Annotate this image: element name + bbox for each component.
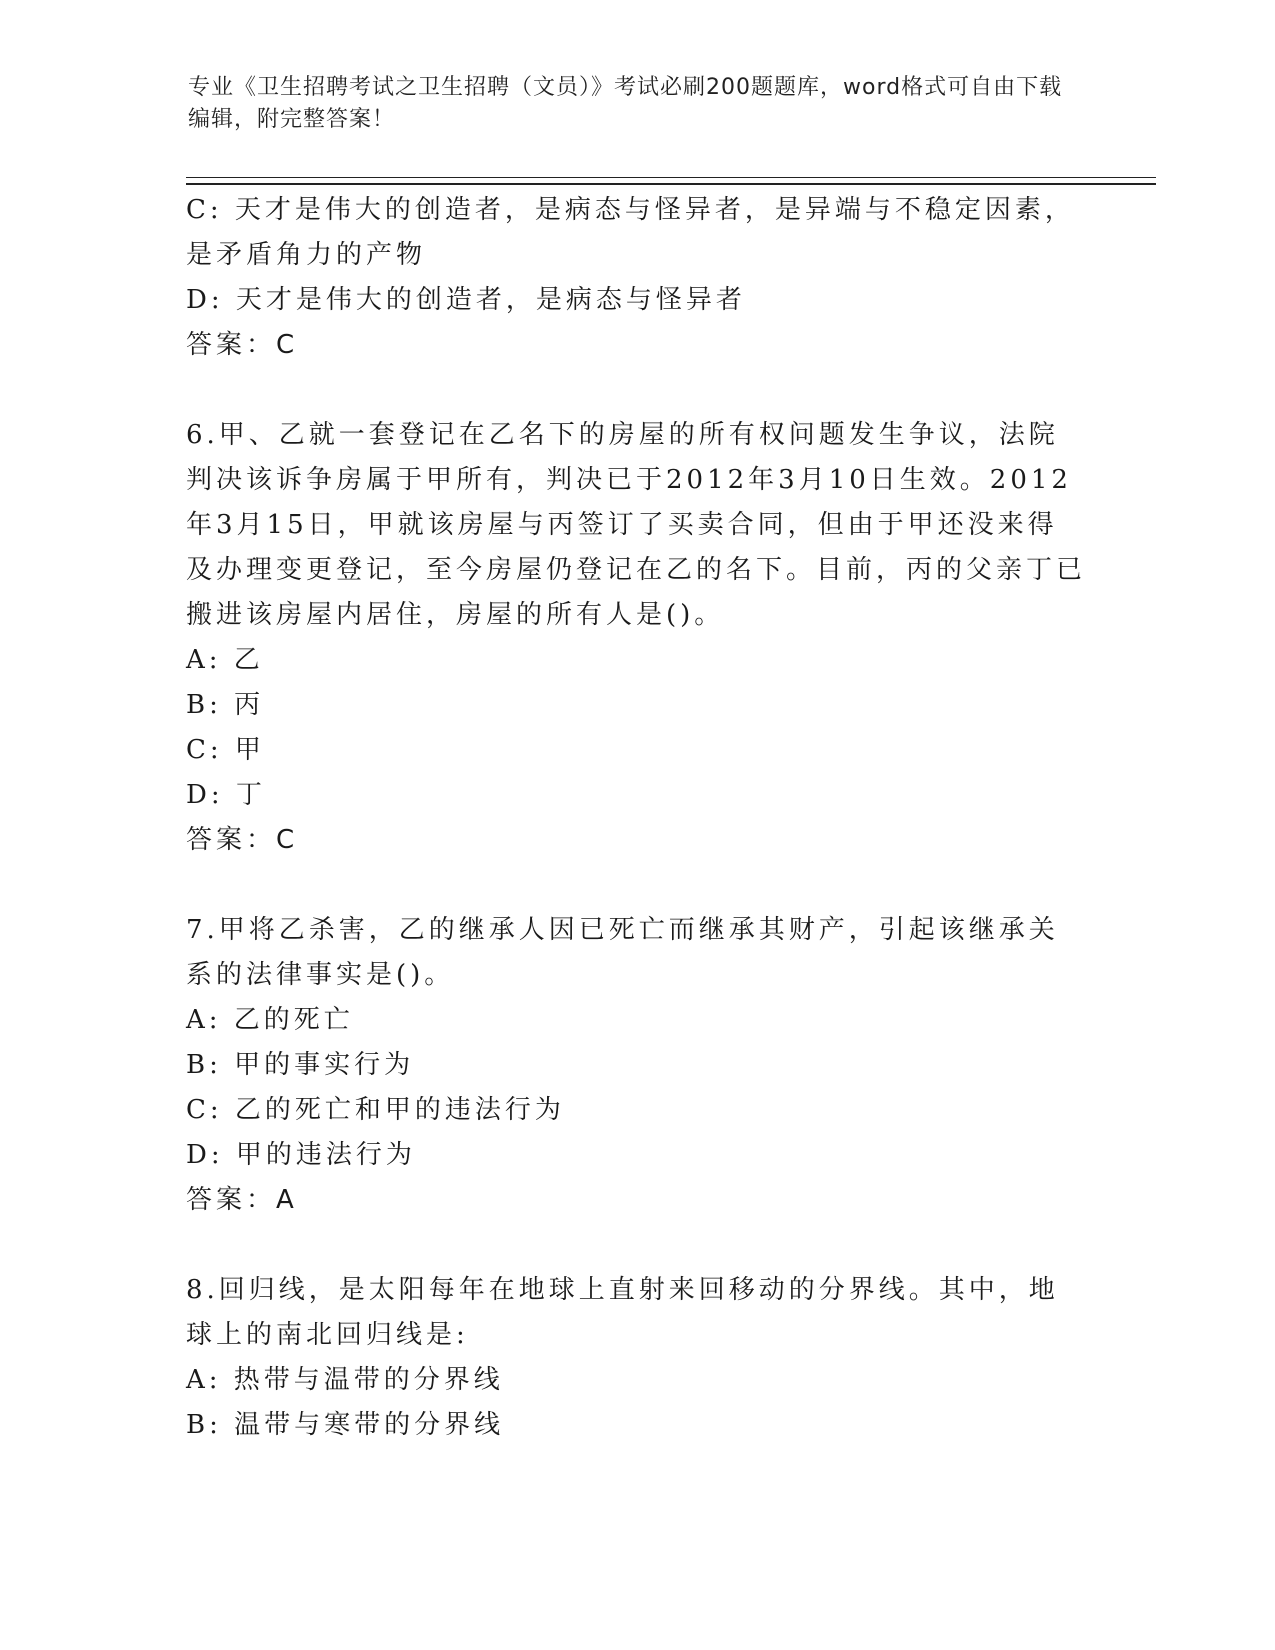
header-divider: [186, 177, 1156, 185]
question-stem: 7.甲将乙杀害，乙的继承人因已死亡而继承其财产，引起该继承关系的法律事实是()。: [186, 915, 1059, 990]
question-stem: 6.甲、乙就一套登记在乙名下的房屋的所有权问题发生争议，法院判决该诉争房属于甲所有，判决已于2012年3月10日生效。2012年3月15日，甲就该房屋与丙签订了买卖合同，但由于甲还没来得及办理变更登记，至今房屋仍登记在乙的名下。目前，丙的父亲丁已搬进该房屋内居住，房屋的所有人是()。: [186, 420, 1087, 630]
option-a: A: 乙的死亡: [186, 1005, 354, 1035]
question-stem: 8.回归线，是太阳每年在地球上直射来回移动的分界线。其中，地球上的南北回归线是:: [186, 1275, 1059, 1350]
answer-line: 答案：C: [186, 825, 299, 855]
answer-line: 答案：C: [186, 330, 299, 360]
question-6: [186, 413, 1086, 863]
option-a: A: 热带与温带的分界线: [186, 1365, 504, 1395]
option-b: B: 温带与寒带的分界线: [186, 1410, 505, 1440]
option-a: A: 乙: [186, 645, 264, 675]
option-d: D: 丁: [186, 780, 266, 810]
page-header: 专业《卫生招聘考试之卫生招聘（文员）》考试必刷200题题库，word格式可自由下载编辑，附完整答案！: [188, 75, 1063, 132]
option-d: D: 天才是伟大的创造者，是病态与怪异者: [186, 285, 746, 315]
option-b: B: 甲的事实行为: [186, 1050, 415, 1080]
option-c: C: 甲: [186, 735, 265, 765]
option-d: D: 甲的违法行为: [186, 1140, 416, 1170]
document-body: [186, 188, 1086, 1448]
question-8: [186, 1268, 1086, 1448]
option-c: C: 天才是伟大的创造者，是病态与怪异者，是异端与不稳定因素，是矛盾角力的产物: [186, 195, 1075, 270]
option-b: B: 丙: [186, 690, 265, 720]
question-7: [186, 908, 1086, 1223]
answer-line: 答案：A: [186, 1185, 298, 1215]
option-c: C: 乙的死亡和甲的违法行为: [186, 1095, 565, 1125]
